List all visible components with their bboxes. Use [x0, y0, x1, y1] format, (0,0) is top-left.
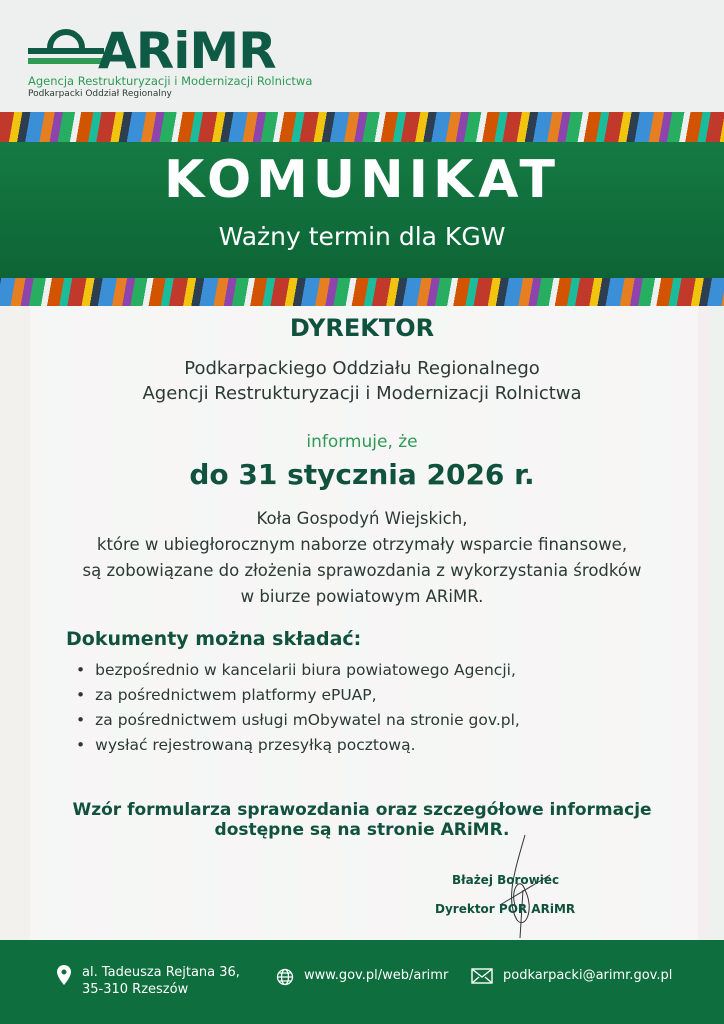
- email-link[interactable]: podkarpacki@arimr.gov.pl: [503, 968, 673, 983]
- informs-text: informuje, że: [306, 432, 418, 452]
- deadline: do 31 stycznia 2026 r.: [189, 458, 535, 491]
- paragraph-line: Koła Gospodyń Wiejskich,: [256, 509, 468, 528]
- institution-line: Podkarpackiego Oddziału Regionalnego: [184, 358, 540, 379]
- list-item: • za pośrednictwem usługi mObywatel na stronie gov.pl,: [76, 708, 520, 733]
- note-line: Wzór formularza sprawozdania oraz szczegółowe informacje: [72, 800, 652, 820]
- arimr-logo: [28, 22, 328, 102]
- heading: DYREKTOR: [289, 314, 435, 342]
- logo-wordmark: ARiMR: [98, 22, 276, 80]
- footer-email[interactable]: [471, 968, 672, 984]
- paragraph-line: są zobowiązane do złożenia sprawozdania z wykorzystania środków: [82, 561, 642, 580]
- address-line: al. Tadeusza Rejtana 36,: [82, 965, 240, 980]
- footer-website[interactable]: [276, 968, 448, 986]
- banner-subtitle: Ważny termin dla KGW: [218, 222, 506, 251]
- docs-list: [76, 658, 520, 758]
- institution: [0, 356, 724, 406]
- note-line: dostępne są na stronie ARiMR.: [214, 820, 510, 840]
- logo-branch: Podkarpacki Oddział Regionalny: [28, 89, 172, 99]
- signature-name: Błażej Borowiec: [452, 873, 560, 887]
- main-paragraph: [0, 506, 724, 610]
- form-note: [0, 800, 724, 840]
- list-item: • bezpośrednio w kancelarii biura powiatowego Agencji,: [76, 658, 520, 683]
- envelope-icon: [471, 968, 493, 984]
- footer-address: [56, 964, 240, 998]
- banner-title: KOMUNIKAT: [164, 150, 560, 210]
- footer: [0, 940, 724, 1024]
- docs-heading: Dokumenty można składać:: [66, 628, 362, 650]
- logo-mark-icon: [28, 26, 104, 68]
- list-item: • wysłać rejestrowaną przesyłką pocztową.: [76, 733, 520, 758]
- paragraph-line: które w ubiegłorocznym naborze otrzymały wsparcie finansowe,: [96, 535, 628, 554]
- location-pin-icon: [56, 964, 72, 986]
- globe-icon: [276, 968, 294, 986]
- list-item: • za pośrednictwem platformy ePUAP,: [76, 683, 520, 708]
- logo-subtitle: Agencja Restrukturyzacji i Modernizacji Rolnictwa: [28, 74, 313, 88]
- paragraph-line: w biurze powiatowym ARiMR.: [240, 587, 484, 606]
- address-line: 35-310 Rzeszów: [82, 982, 189, 997]
- signature-role: Dyrektor POR ARiMR: [435, 902, 576, 916]
- website-link[interactable]: www.gov.pl/web/arimr: [304, 968, 449, 983]
- institution-line: Agencji Restrukturyzacji i Modernizacji Rolnictwa: [142, 383, 582, 404]
